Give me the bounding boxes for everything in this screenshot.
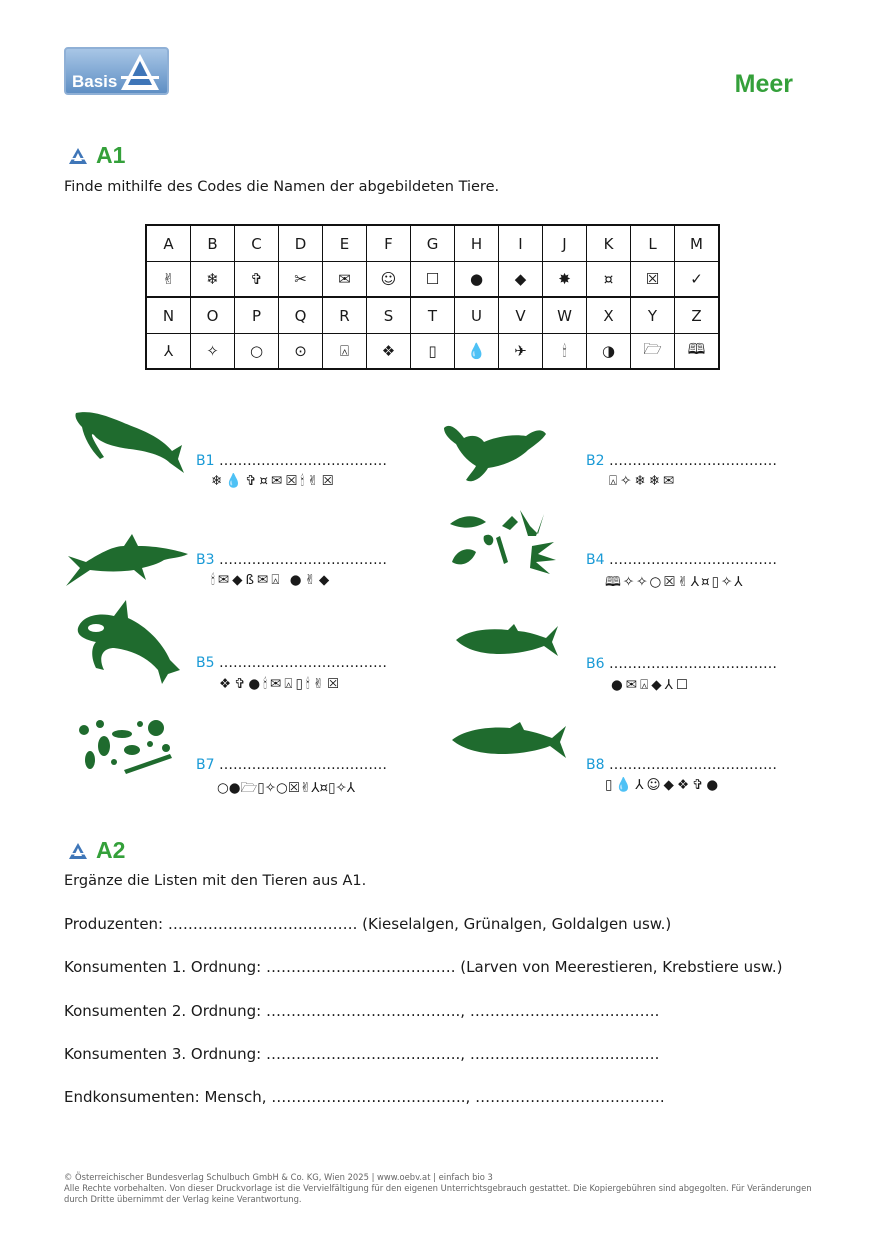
code-table [145,224,720,370]
code-symbol: ❄ [191,262,235,298]
task-a1-label: A1 [96,142,126,168]
b8-label: B8 [586,757,605,773]
b3-code: 🕯✉◆ß✉⍓ ●✌◆ [211,572,333,588]
b5-code: ❖✞●🕯✉⍓▯🕯✌☒ [219,676,343,692]
end-consumers-line[interactable]: Endkonsumenten: Mensch, ……………………….……….., ……………………….………. [64,1088,665,1106]
footer [64,1172,824,1205]
code-symbol: 🕮 [675,334,720,370]
code-letter: G [411,225,455,262]
consumers-1st-order-line[interactable]: Konsumenten 1. Ordnung: ……………………….………. (Larven von Meerestieren, Krebstiere usw.) [64,958,783,976]
b3-answer-line[interactable] [196,552,387,568]
code-letter: I [499,225,543,262]
code-letter: L [631,225,675,262]
code-letter: B [191,225,235,262]
b2-answer-line[interactable] [586,453,777,469]
code-letter: Q [279,297,323,334]
b4-answer-line[interactable] [586,552,777,568]
logo-text: Basis [72,72,118,91]
code-letter: F [367,225,411,262]
code-symbol: ✈ [499,334,543,370]
b7-dots: ……………………………… [218,757,387,773]
code-letter: K [587,225,631,262]
code-symbol: ☐ [411,262,455,298]
code-letter: Y [631,297,675,334]
code-symbol: ● [455,262,499,298]
code-letter: E [323,225,367,262]
humpback-whale-image [74,405,186,477]
consumers-2nd-order-line[interactable]: Konsumenten 2. Ordnung: ……………………….……….., ……………………….………. [64,1002,660,1020]
code-symbol: ✧ [191,334,235,370]
code-row-symbols-1 [146,262,719,298]
b7-answer-line[interactable] [196,757,387,773]
code-symbol: ▯ [411,334,455,370]
b4-dots: ……………………………… [608,552,777,568]
code-row-letters-2 [146,297,719,334]
b1-dots: ……………………………… [218,453,387,469]
code-letter: W [543,297,587,334]
code-symbol: ⅄ [146,334,191,370]
pyramid-icon [68,147,88,165]
code-letter: C [235,225,279,262]
code-symbol: ⍓ [323,334,367,370]
code-symbol: ✂ [279,262,323,298]
pyramid-icon [68,842,88,860]
code-symbol: 💧 [455,334,499,370]
code-row-symbols-2 [146,334,719,370]
code-letter: T [411,297,455,334]
b1-answer-line[interactable] [196,453,387,469]
producers-line[interactable]: Produzenten: ……………………….………. (Kieselalgen, Grünalgen, Goldalgen usw.) [64,915,672,933]
code-symbol: ◑ [587,334,631,370]
code-letter: J [543,225,587,262]
code-symbol: ☺ [367,262,411,298]
code-letter: P [235,297,279,334]
b6-code: ●✉⍓◆⅄☐ [611,677,691,693]
phytoplankton-image [74,716,180,776]
herring-image [454,622,560,660]
pyramid-logo-icon [119,52,161,92]
zooplankton-image [446,506,564,578]
basis-logo [64,47,169,95]
code-symbol: ☒ [631,262,675,298]
footer-rights: Alle Rechte vorbehalten. Von dieser Druckvorlage ist die Vervielfältigung für den eigenen Unterrichtsgebrauch gestattet. Die Kopiergebühren sind abgegolten. Für Veränderungen durch Dritte übernimmt der Verlag keine Verantwortung. [64,1183,812,1204]
b8-answer-line[interactable] [586,757,777,773]
b6-label: B6 [586,656,605,672]
code-symbol: ⊙ [279,334,323,370]
seal-image [442,420,550,486]
b2-label: B2 [586,453,605,469]
code-letter: N [146,297,191,334]
code-letter: D [279,225,323,262]
mackerel-image [450,720,568,760]
orca-image [74,598,182,686]
code-letter: M [675,225,720,262]
code-letter: R [323,297,367,334]
code-letter: H [455,225,499,262]
code-letter: U [455,297,499,334]
b6-dots: ……………………………… [608,656,777,672]
code-letter: V [499,297,543,334]
task-a2-label: A2 [96,837,126,863]
task-a1-heading [68,142,125,169]
b3-label: B3 [196,552,215,568]
b1-code: ❄💧✞¤✉☒🕯✌☒ [211,473,337,489]
b3-dots: ……………………………… [218,552,387,568]
footer-copyright: © Österreichischer Bundesverlag Schulbuch GmbH & Co. KG, Wien 2025 | www.oebv.at | einfach bio 3 [64,1172,493,1182]
b2-dots: ……………………………… [608,453,777,469]
code-symbol: ¤ [587,262,631,298]
consumers-3rd-order-line[interactable]: Konsumenten 3. Ordnung: ……………………….……….., ……………………….………. [64,1045,660,1063]
b5-answer-line[interactable] [196,655,387,671]
task-a2-instruction: Ergänze die Listen mit den Tieren aus A1. [64,873,367,889]
code-symbol: ✌ [146,262,191,298]
code-symbol: 🕯 [543,334,587,370]
shark-image [62,532,192,592]
code-symbol: ✞ [235,262,279,298]
b8-code: ▯💧⅄☺◆❖✞● [605,777,722,793]
code-symbol: ❖ [367,334,411,370]
b4-label: B4 [586,552,605,568]
code-symbol: 🗁 [631,334,675,370]
page-title: Meer [734,70,793,98]
b1-label: B1 [196,453,215,469]
task-a2-heading [68,837,125,864]
b2-code: ⍓✧❄❄✉ [609,473,678,489]
code-letter: A [146,225,191,262]
code-symbol: ✓ [675,262,720,298]
code-symbol: ○ [235,334,279,370]
task-a1-instruction: Finde mithilfe des Codes die Namen der abgebildeten Tiere. [64,179,500,195]
code-letter: S [367,297,411,334]
code-letter: X [587,297,631,334]
code-symbol: ✉ [323,262,367,298]
code-symbol: ◆ [499,262,543,298]
b8-dots: ……………………………… [608,757,777,773]
b5-dots: ……………………………… [218,655,387,671]
b7-label: B7 [196,757,215,773]
code-row-letters-1 [146,225,719,262]
b4-code: 🕮✧✧○☒✌⅄¤▯✧⅄ [605,574,745,590]
b7-code: ○●🗁▯✧○☒✌⅄¤▯✧⅄ [217,780,356,796]
b6-answer-line[interactable] [586,656,777,672]
code-letter: O [191,297,235,334]
b5-label: B5 [196,655,215,671]
code-letter: Z [675,297,720,334]
code-symbol: ✸ [543,262,587,298]
